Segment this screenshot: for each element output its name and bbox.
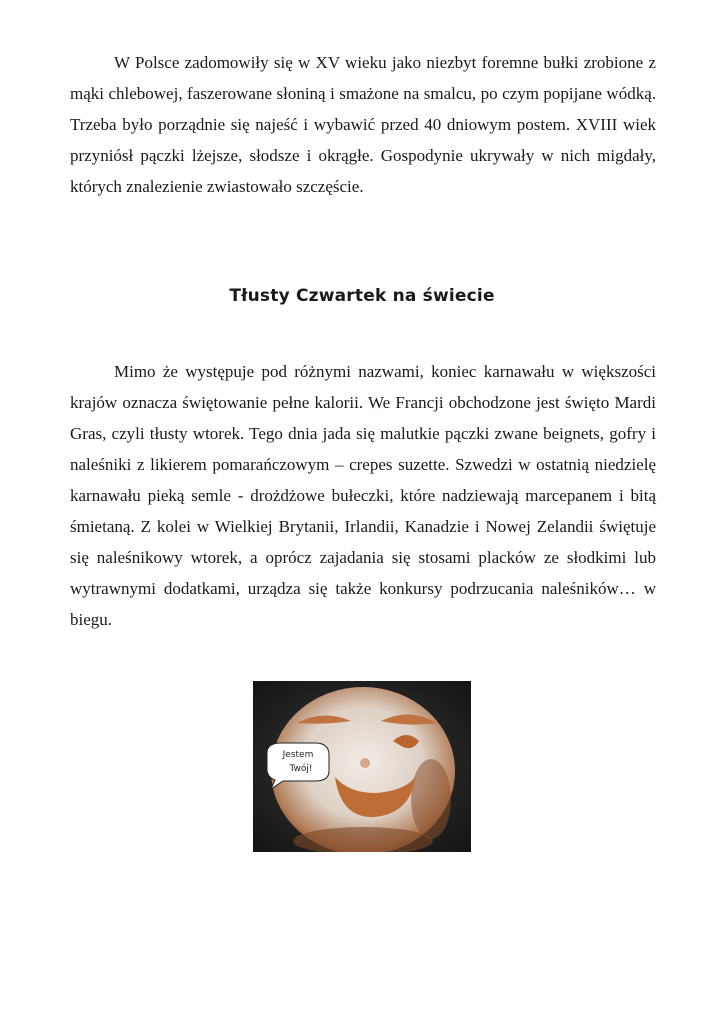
speech-line-2: Twój!	[289, 764, 313, 774]
smiling-donut-photo	[253, 681, 471, 852]
paragraph-history: W Polsce zadomowiły się w XV wieku jako niezbyt foremne bułki zrobione z mąki chlebowej, faszerowane słoniną i smażone na smalcu, po czym popijane wódką. Trzeba było porządnie się najeść i wybawić przed 40 dniowym postem. XVIII wiek przyniósł pączki lżejsze, słodsze i okrągłe. Gospodynie ukrywały w nich migdały, których znalezienie zwiastowało szczęście.	[70, 53, 656, 196]
donut-crust-right	[411, 759, 451, 839]
nose	[360, 758, 370, 768]
speech-line-1: Jestem	[282, 750, 314, 760]
paragraph-world: Mimo że występuje pod różnymi nazwami, koniec karnawału w większości krajów oznacza świętowanie pełne kalorii. We Francji obchodzone jest święto Mardi Gras, czyli tłusty wtorek. Tego dnia jada się malutkie pączki zwane beignets, gofry i naleśniki z likierem pomarańczowym – crepes suzette. Szwedzi w ostatnią niedzielę karnawału pieką semle - drożdżowe bułeczki, które nadziewają marcepanem i bitą śmietaną. Z kolei w Wielkiej Brytanii, Irlandii, Kanadzie i Nowej Zelandii świętuje się naleśnikowy wtorek, a oprócz zajadania się stosami placków ze słodkimi lub wytrawnymi dodatkami, urządza się także konkursy podrzucania naleśników… w biegu.	[70, 362, 656, 629]
section-heading: Tłusty Czwartek na świecie	[229, 286, 495, 306]
